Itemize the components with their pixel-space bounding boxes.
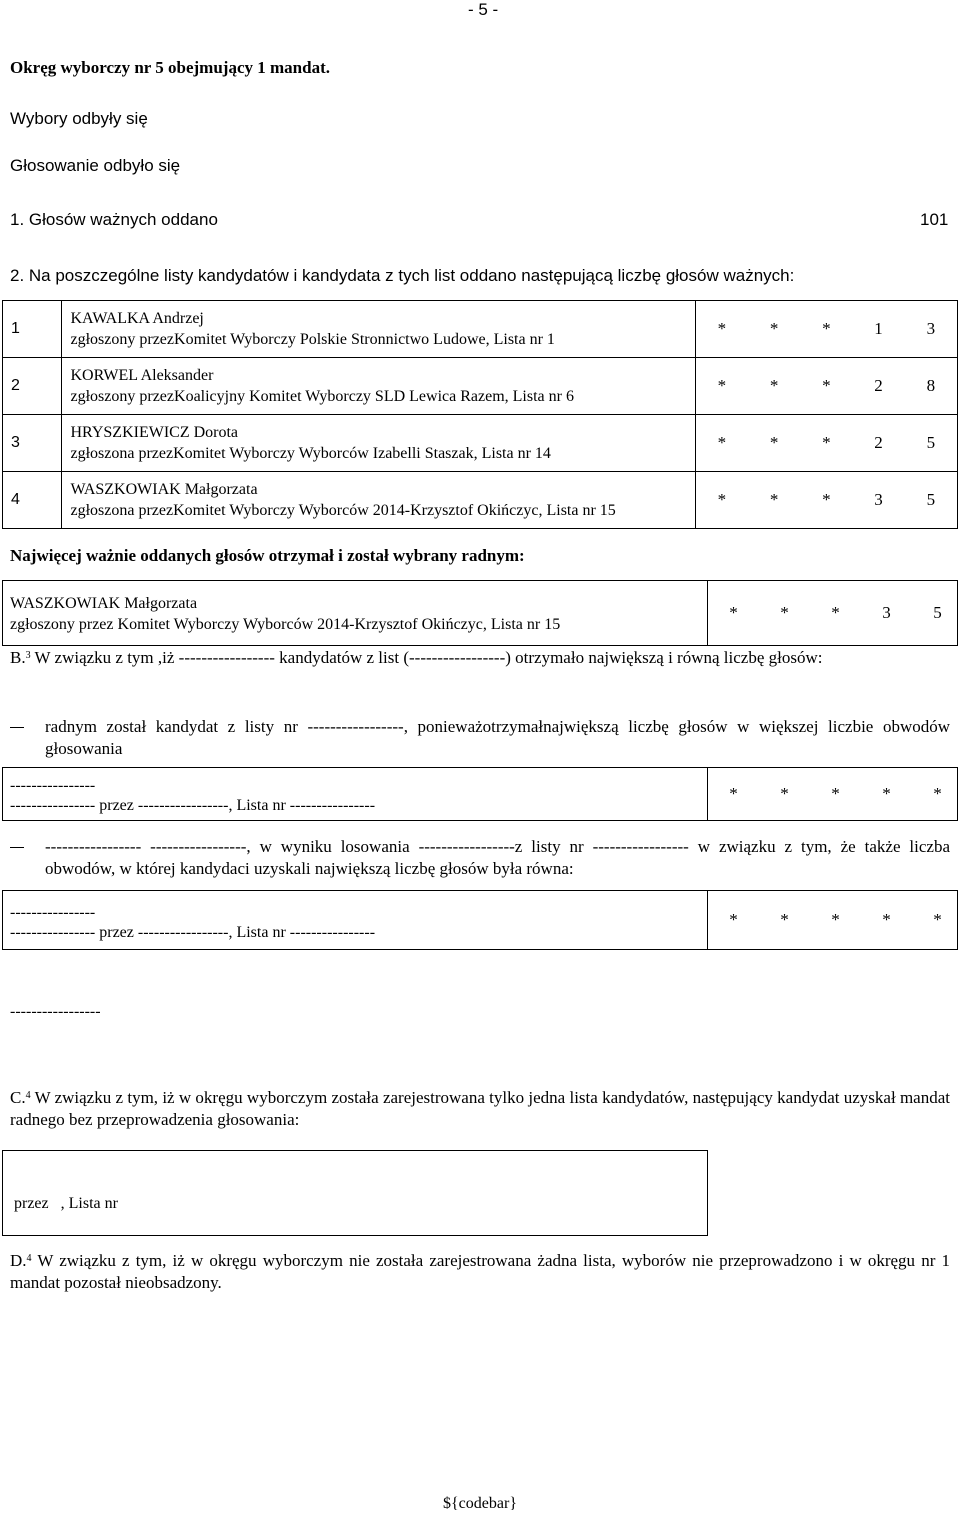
candidate-row (3, 472, 958, 529)
vote-digit: * (882, 910, 891, 929)
vote-digit: * (933, 784, 942, 803)
valid-votes-value: 101 (920, 210, 949, 229)
tie-box-1-line2: ---------------- przez -----------------, Lista nr ---------------- (10, 797, 376, 814)
vote-digit: * (695, 301, 748, 358)
section-d-letter: D. (10, 1251, 27, 1270)
candidate-number: 4 (3, 472, 62, 529)
tie-box-2-line2: ---------------- przez -----------------, Lista nr ---------------- (10, 924, 376, 941)
vote-digit: 2 (852, 358, 904, 415)
voting-held-label: Głosowanie odbyło się (10, 156, 181, 175)
candidate-detail: zgłoszony przezKomitet Wyborczy Polskie Stronnictwo Ludowe, Lista nr 1 (70, 331, 555, 348)
vote-digit: * (748, 415, 800, 472)
candidate-name: WASZKOWIAK Małgorzata (70, 481, 258, 498)
section-c-footnote: 4 (25, 1090, 31, 1101)
vote-digit: * (831, 784, 840, 803)
tie-box-2-digit-row (708, 910, 960, 930)
vote-digit: 3 (852, 472, 904, 529)
vote-digit: * (831, 603, 840, 622)
vote-digit: * (882, 784, 891, 803)
section-d-text (10, 1250, 950, 1294)
page-number: - 5 - (468, 0, 499, 19)
vote-digit: 2 (852, 415, 904, 472)
vote-digit: * (780, 910, 789, 929)
tie-box-1 (2, 767, 708, 821)
candidate-name: KAWALKA Andrzej (70, 310, 204, 327)
section-c-body: W związku z tym, iż w okręgu wyborczym została zarejestrowana tylko jedna lista kandydatów, następujący kandydat uzyskał mandat radnego bez przeprowadzenia głosowania: (10, 1088, 950, 1129)
vote-digit: * (933, 910, 942, 929)
candidate-number: 2 (3, 358, 62, 415)
tie-box-1-digit-row (708, 784, 960, 804)
vote-digit: * (695, 415, 748, 472)
candidate-name: HRYSZKIEWICZ Dorota (70, 424, 239, 441)
candidate-info (61, 415, 695, 472)
candidate-number: 3 (3, 415, 62, 472)
candidate-info (61, 301, 695, 358)
candidate-detail: zgłoszona przezKomitet Wyborczy Wyborców Izabelli Staszak, Lista nr 14 (70, 445, 551, 462)
valid-votes-label: 1. Głosów ważnych oddano (10, 210, 218, 229)
vote-digit: * (780, 784, 789, 803)
tie-box-1-line1: ---------------- (10, 777, 96, 794)
footer-codebar: ${codebar} (443, 1495, 517, 1512)
vote-digit: * (748, 301, 800, 358)
section-b-bullet1: radnym został kandydat z listy nr -----------------, ponieważotrzymałnajwiększą liczbę głosów w większej liczbie obwodów głosowania (45, 717, 950, 758)
section-b-text (10, 647, 950, 669)
vote-digit: 8 (905, 358, 958, 415)
candidate-name: KORWEL Aleksander (70, 367, 214, 384)
section-b-footnote: 3 (25, 650, 31, 661)
candidate-row (3, 415, 958, 472)
bullet-dash (10, 847, 24, 848)
candidate-detail: zgłoszony przezKoalicyjny Komitet Wyborczy SLD Lewica Razem, Lista nr 6 (70, 388, 574, 405)
section-b-letter: B. (10, 648, 26, 667)
section-c-text (10, 1087, 950, 1131)
elected-digits (708, 603, 960, 623)
section-c-letter: C. (10, 1088, 26, 1107)
vote-digit: 3 (905, 301, 958, 358)
section-d-footnote: 4 (26, 1253, 32, 1264)
trailing-dashes: ----------------- (10, 1003, 101, 1020)
candidate-info (61, 472, 695, 529)
section-b-bullet2: ----------------- -----------------, w wyniku losowania -----------------z listy nr ----------------- w związku z tym, że także liczba obwodów, w której kandydaci uzyskali największą liczbę głosów była równa: (45, 837, 950, 878)
candidate-info (61, 358, 695, 415)
tie-box-2-line1: ---------------- (10, 904, 96, 921)
elections-held-label: Wybory odbyły się (10, 109, 148, 128)
vote-digit: * (831, 910, 840, 929)
candidate-detail: zgłoszona przezKomitet Wyborczy Wyborców 2014-Krzysztof Okińczyc, Lista nr 15 (70, 502, 616, 519)
section-b-body: W związku z tym ,iż ----------------- kandydatów z list (-----------------) otrzymało największą i równą liczbę głosów: (30, 648, 823, 667)
vote-digit: 5 (905, 472, 958, 529)
candidate-number: 1 (3, 301, 62, 358)
vote-digit: 1 (852, 301, 904, 358)
sole-candidate-box (2, 1150, 708, 1236)
sole-candidate-text: przez , Lista nr (14, 1195, 118, 1212)
vote-digit: * (729, 910, 738, 929)
tie-box-2 (2, 890, 708, 950)
vote-digit: 5 (905, 415, 958, 472)
vote-digit: * (695, 358, 748, 415)
elected-name: WASZKOWIAK Małgorzata (10, 595, 198, 612)
bullet-dash (10, 727, 24, 728)
vote-digit: 3 (882, 603, 891, 622)
lists-intro: 2. Na poszczególne listy kandydatów i kandydata z tych list oddano następującą liczbę głosów ważnych: (10, 266, 795, 285)
tie-box-1-digits (707, 767, 958, 821)
section-d-body: W związku z tym, iż w okręgu wyborczym nie została zarejestrowana żadna lista, wyborów nie przeprowadzono i w okręgu nr 1 mandat pozostał nieobsadzony. (10, 1251, 950, 1292)
elected-detail: zgłoszony przez Komitet Wyborczy Wyborców 2014-Krzysztof Okińczyc, Lista nr 15 (10, 616, 561, 633)
vote-digit: * (729, 784, 738, 803)
district-title: Okręg wyborczy nr 5 obejmujący 1 mandat. (10, 58, 330, 77)
elected-heading: Najwięcej ważnie oddanych głosów otrzymał i został wybrany radnym: (10, 546, 525, 565)
vote-digit: * (729, 603, 738, 622)
vote-digit: * (800, 415, 852, 472)
vote-digit: * (748, 358, 800, 415)
tie-box-2-digits (707, 890, 958, 950)
candidate-row (3, 358, 958, 415)
candidates-table (2, 300, 958, 529)
vote-digit: 5 (933, 603, 942, 622)
candidate-row (3, 301, 958, 358)
vote-digit: * (780, 603, 789, 622)
vote-digit: * (748, 472, 800, 529)
vote-digit: * (800, 301, 852, 358)
vote-digit: * (800, 472, 852, 529)
elected-candidate-box (2, 580, 708, 646)
elected-digits-box (707, 580, 958, 646)
vote-digit: * (800, 358, 852, 415)
vote-digit: * (695, 472, 748, 529)
